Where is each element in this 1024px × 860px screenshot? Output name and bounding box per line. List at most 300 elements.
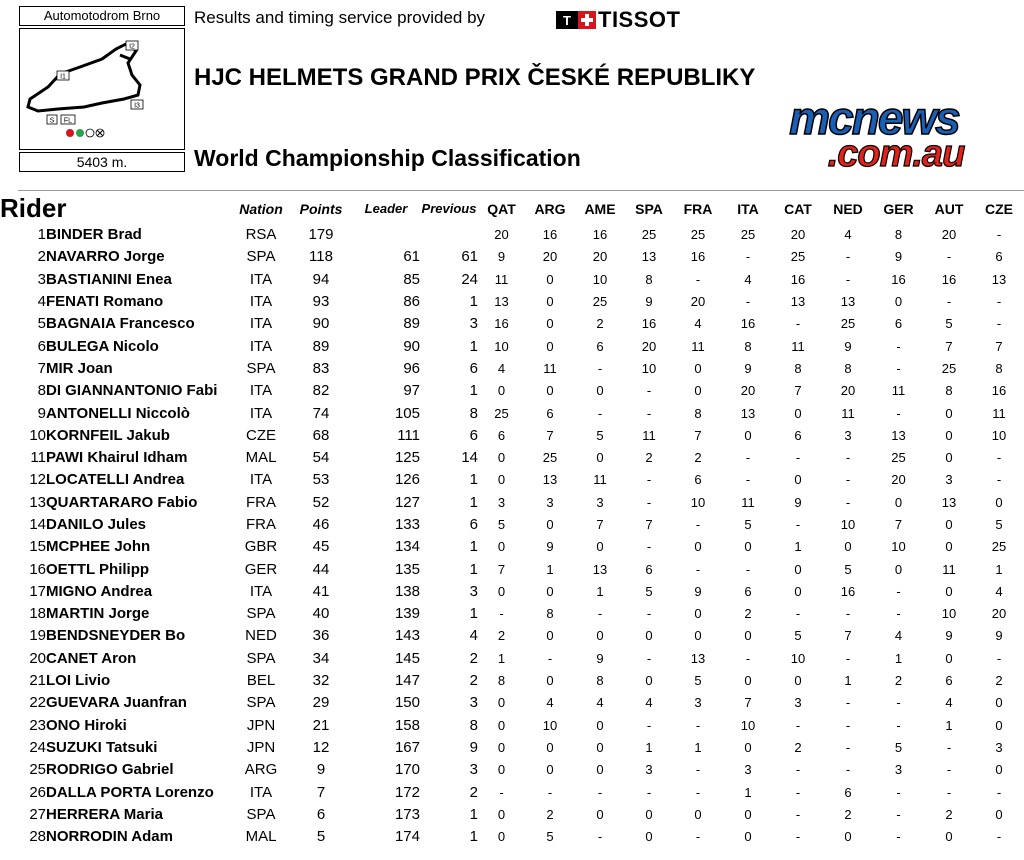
rider-position: 17 <box>29 582 46 600</box>
rider-name: BENDSNEYDER Bo <box>46 627 186 645</box>
grand-prix-title: HJC HELMETS GRAND PRIX ČESKÉ REPUBLIKY <box>194 64 756 91</box>
rider-previous-gap: 1 <box>469 560 478 578</box>
table-row <box>0 291 1024 313</box>
round-points: 3 <box>995 739 1003 755</box>
round-points: 4 <box>546 695 554 711</box>
logo-top-text: mcnews <box>789 92 959 144</box>
round-points: 9 <box>794 494 802 510</box>
track-length: 5403 m. <box>19 152 185 172</box>
round-points: 0 <box>694 383 702 399</box>
round-points: 0 <box>497 539 506 555</box>
round-points: 20 <box>690 294 706 310</box>
table-header-row <box>0 193 1024 224</box>
round-points: 20 <box>641 338 657 354</box>
round-header: AME <box>584 200 616 217</box>
rider-nation: GBR <box>244 538 278 556</box>
rider-leader-gap: 127 <box>394 493 420 511</box>
rider-previous-gap: 1 <box>469 471 478 489</box>
green-light-icon <box>76 129 84 137</box>
round-points: 0 <box>645 673 653 689</box>
rider-points: 52 <box>312 493 330 511</box>
round-points: 9 <box>995 628 1003 644</box>
rider-points: 12 <box>312 738 330 756</box>
round-points: 13 <box>740 405 756 421</box>
round-points: 10 <box>840 517 856 532</box>
round-points: 0 <box>744 628 752 644</box>
rider-name: BAGNAIA Francesco <box>46 315 195 333</box>
rider-points: 54 <box>312 449 330 467</box>
track-label-i2-text: I2 <box>129 43 135 51</box>
rider-nation: SPA <box>246 694 276 712</box>
table-row <box>0 514 1024 536</box>
round-points: 6 <box>794 427 802 443</box>
round-points: 0 <box>497 450 506 466</box>
rider-leader-gap: 147 <box>394 672 420 690</box>
round-points: 5 <box>794 628 802 644</box>
rider-nation: ITA <box>249 404 273 422</box>
round-points: 0 <box>497 739 506 755</box>
round-points: 3 <box>546 494 554 510</box>
round-points: 1 <box>995 561 1003 577</box>
rider-previous-gap: 3 <box>469 582 478 600</box>
rider-points: 7 <box>316 783 326 801</box>
rider-name: DALLA PORTA Lorenzo <box>46 783 214 801</box>
round-points: 0 <box>546 383 554 399</box>
round-points: 9 <box>694 583 702 599</box>
rider-name: ONO Hiroki <box>46 716 127 734</box>
round-points: 0 <box>794 561 802 577</box>
rider-name: GUEVARA Juanfran <box>46 694 187 712</box>
round-points: - <box>597 829 603 845</box>
rider-nation: MAL <box>245 828 277 846</box>
table-row <box>0 759 1024 781</box>
round-points: 0 <box>744 829 752 845</box>
round-points: 20 <box>840 383 856 399</box>
round-points: 0 <box>694 360 702 376</box>
round-points: - <box>946 249 952 265</box>
round-points: - <box>646 494 652 510</box>
round-points: 1 <box>794 539 802 555</box>
rider-position: 15 <box>29 538 46 556</box>
rider-leader-gap: 134 <box>394 538 420 556</box>
round-points: - <box>896 784 901 800</box>
round-points: 2 <box>694 450 702 466</box>
round-points: 20 <box>542 249 558 265</box>
table-row <box>0 648 1024 670</box>
round-points: 2 <box>546 806 554 822</box>
round-points: - <box>845 606 851 622</box>
round-points: - <box>646 405 652 421</box>
round-points: 16 <box>991 383 1007 399</box>
round-points: 25 <box>790 249 806 265</box>
round-points: 8 <box>645 271 653 287</box>
table-row <box>0 737 1024 759</box>
round-points: 9 <box>945 628 953 644</box>
round-points: 9 <box>546 539 554 555</box>
round-points: 0 <box>645 829 653 845</box>
round-points: 7 <box>546 427 554 443</box>
leader-header: Leader <box>364 201 408 216</box>
round-points: 6 <box>694 472 702 488</box>
table-row <box>0 246 1024 268</box>
round-points: 1 <box>645 739 653 755</box>
round-points: 16 <box>690 249 706 265</box>
rider-position: 21 <box>29 672 46 690</box>
rider-position: 3 <box>37 270 46 288</box>
round-points: 0 <box>945 427 953 443</box>
round-header: NED <box>833 200 863 217</box>
round-points: 0 <box>596 762 604 778</box>
round-points: 0 <box>596 739 604 755</box>
round-points: 7 <box>995 338 1003 354</box>
round-points: - <box>646 383 652 399</box>
round-points: - <box>597 784 603 800</box>
round-points: 0 <box>945 583 953 599</box>
rider-leader-gap: 90 <box>403 337 420 355</box>
rider-points: 83 <box>312 359 330 377</box>
track-label-i3-text: I3 <box>134 102 140 110</box>
round-points: 0 <box>945 650 953 666</box>
round-points: 7 <box>694 427 702 443</box>
round-header: QAT <box>487 200 516 217</box>
rider-position: 4 <box>37 293 46 311</box>
round-points: 7 <box>794 383 802 399</box>
tissot-wordmark: TISSOT <box>598 7 681 32</box>
rider-leader-gap: 111 <box>397 426 420 444</box>
round-points: 0 <box>794 472 802 488</box>
round-points: - <box>695 762 701 778</box>
rider-previous-gap: 9 <box>469 738 478 756</box>
rider-previous-gap: 1 <box>469 805 478 823</box>
rider-name: NAVARRO Jorge <box>46 248 165 266</box>
round-points: 11 <box>891 383 906 399</box>
round-points: 16 <box>891 271 906 287</box>
rider-points: 82 <box>312 382 330 400</box>
round-points: 5 <box>945 316 953 332</box>
rider-name: SUZUKI Tatsuki <box>46 738 158 756</box>
rider-name: RODRIGO Gabriel <box>46 761 174 779</box>
round-points: - <box>646 650 652 666</box>
rider-previous-gap: 6 <box>469 359 478 377</box>
round-points: 7 <box>596 517 604 532</box>
rider-nation: ARG <box>244 761 278 779</box>
table-row <box>0 670 1024 692</box>
round-points: 9 <box>894 249 903 265</box>
round-points: - <box>695 271 701 287</box>
round-points: - <box>695 717 701 733</box>
round-points: 6 <box>744 583 752 599</box>
round-points: 20 <box>740 383 756 399</box>
table-row <box>0 492 1024 514</box>
rider-position: 16 <box>29 560 46 578</box>
round-points: 8 <box>844 360 852 376</box>
rider-name: BINDER Brad <box>46 226 142 244</box>
table-row <box>0 224 1024 246</box>
rider-name: BULEGA Nicolo <box>46 337 159 355</box>
rider-leader-gap: 89 <box>403 315 420 333</box>
round-points: 11 <box>841 405 855 421</box>
rider-name: LOI Livio <box>46 672 111 690</box>
round-points: 0 <box>546 316 554 332</box>
round-points: 0 <box>995 494 1003 510</box>
rider-nation: BEL <box>246 672 276 690</box>
rider-points: 6 <box>316 805 326 823</box>
rider-position: 11 <box>30 449 46 467</box>
rider-previous-gap: 1 <box>469 538 478 556</box>
round-points: 3 <box>744 762 752 778</box>
round-points: 0 <box>546 739 554 755</box>
round-points: 0 <box>945 405 953 421</box>
round-points: 6 <box>894 316 903 332</box>
rider-previous-gap: 6 <box>469 516 478 533</box>
rider-leader-gap: 61 <box>403 248 420 266</box>
round-points: - <box>896 717 901 733</box>
round-points: 25 <box>740 227 756 243</box>
table-row <box>0 380 1024 402</box>
round-points: - <box>946 784 952 800</box>
round-points: 4 <box>645 695 653 711</box>
rider-nation: ITA <box>249 337 273 355</box>
round-points: - <box>745 249 751 265</box>
rider-previous-gap: 14 <box>461 449 478 467</box>
rider-points: 74 <box>312 404 330 422</box>
red-light-icon <box>66 129 74 137</box>
table-row <box>0 715 1024 737</box>
round-points: 0 <box>497 472 506 488</box>
round-header: SPA <box>635 200 663 217</box>
round-points: 3 <box>497 494 506 510</box>
round-points: 20 <box>991 606 1007 622</box>
rider-position: 5 <box>37 315 46 333</box>
round-points: 16 <box>641 316 657 332</box>
round-points: 0 <box>546 517 554 532</box>
rider-nation: NED <box>245 627 277 645</box>
table-row <box>0 692 1024 714</box>
round-points: 6 <box>995 249 1003 265</box>
round-points: 11 <box>593 472 607 488</box>
round-points: 0 <box>744 806 752 822</box>
round-points: 6 <box>844 784 852 800</box>
round-points: - <box>946 294 952 310</box>
table-row <box>0 269 1024 291</box>
round-points: - <box>695 829 701 845</box>
round-points: 0 <box>995 806 1003 822</box>
rider-nation: ITA <box>249 293 273 311</box>
round-points: 0 <box>546 673 554 689</box>
round-header: AUT <box>934 200 964 217</box>
rider-nation: ITA <box>249 471 273 489</box>
table-row <box>0 826 1024 848</box>
round-points: 8 <box>546 606 554 622</box>
round-points: - <box>547 650 553 666</box>
round-points: - <box>896 338 901 354</box>
rider-previous-gap: 8 <box>469 404 478 422</box>
round-points: 20 <box>941 227 957 243</box>
round-header: FRA <box>683 200 713 217</box>
round-points: - <box>845 450 851 466</box>
rider-points: 32 <box>312 672 330 690</box>
round-points: 10 <box>641 360 657 376</box>
rider-points: 40 <box>312 605 330 623</box>
round-points: - <box>996 294 1002 310</box>
round-points: - <box>695 561 701 577</box>
round-points: 11 <box>691 338 705 354</box>
classification-title: World Championship Classification <box>194 145 581 171</box>
round-points: 0 <box>694 806 702 822</box>
rider-points: 36 <box>312 627 330 645</box>
round-points: 13 <box>941 494 957 510</box>
round-points: - <box>996 784 1002 800</box>
round-points: 16 <box>494 316 509 332</box>
round-points: 6 <box>945 673 953 689</box>
rider-nation: SPA <box>246 248 276 266</box>
rider-position: 23 <box>29 716 46 734</box>
round-points: 1 <box>694 739 702 755</box>
rider-nation: CZE <box>246 426 276 444</box>
rider-name: LOCATELLI Andrea <box>46 471 185 489</box>
round-points: 0 <box>744 739 752 755</box>
round-points: 20 <box>790 227 806 243</box>
round-points: 9 <box>744 360 752 376</box>
round-points: 1 <box>744 784 752 800</box>
previous-header: Previous <box>421 201 477 216</box>
round-points: 10 <box>991 427 1007 443</box>
rider-header: Rider <box>0 193 67 223</box>
logo-bottom-text: .com.au <box>827 133 965 172</box>
rider-previous-gap: 1 <box>469 293 478 311</box>
round-points: - <box>745 650 751 666</box>
round-points: 13 <box>840 294 856 310</box>
round-points: 10 <box>941 606 957 622</box>
round-points: 3 <box>945 472 953 488</box>
round-points: 10 <box>542 717 558 733</box>
round-points: 16 <box>592 227 608 243</box>
rider-previous-gap: 3 <box>469 761 478 779</box>
round-points: 10 <box>891 539 906 555</box>
rider-position: 8 <box>37 382 46 400</box>
round-points: 5 <box>744 517 752 532</box>
round-points: - <box>646 472 652 488</box>
round-points: 13 <box>542 472 558 488</box>
round-points: - <box>795 717 801 733</box>
round-points: 4 <box>894 628 903 644</box>
rider-name: OETTL Philipp <box>46 560 150 578</box>
track-label-i1-text: I1 <box>60 73 66 81</box>
table-row <box>0 581 1024 603</box>
round-points: 0 <box>497 717 506 733</box>
rider-name: BASTIANINI Enea <box>46 270 172 288</box>
rider-position: 6 <box>37 337 46 355</box>
rider-previous-gap: 1 <box>469 828 478 846</box>
round-points: 3 <box>694 695 702 711</box>
round-points: 11 <box>942 561 956 577</box>
rider-name: HERRERA Maria <box>46 805 163 823</box>
round-points: 7 <box>645 517 653 532</box>
track-map <box>19 28 185 150</box>
rider-position: 18 <box>29 605 46 623</box>
round-points: 8 <box>945 383 953 399</box>
round-points: 0 <box>995 717 1003 733</box>
rider-previous-gap <box>420 224 478 246</box>
round-points: 4 <box>945 695 953 711</box>
header-divider <box>18 190 1024 191</box>
round-points: - <box>745 472 751 488</box>
round-points: 5 <box>894 739 903 755</box>
rider-position: 27 <box>29 805 46 823</box>
round-points: 10 <box>790 650 806 666</box>
table-row <box>0 335 1024 357</box>
round-points: 25 <box>941 360 957 376</box>
round-points: - <box>946 762 952 778</box>
round-points: - <box>795 606 801 622</box>
rider-leader-gap: 170 <box>394 761 420 779</box>
round-points: 25 <box>641 227 657 243</box>
round-points: - <box>499 784 504 800</box>
round-points: 13 <box>592 561 608 577</box>
rider-previous-gap: 1 <box>469 605 478 623</box>
rider-previous-gap: 1 <box>469 493 478 511</box>
round-points: 20 <box>494 227 509 243</box>
round-points: 0 <box>844 539 852 555</box>
round-points: - <box>646 784 652 800</box>
round-points: - <box>946 739 952 755</box>
round-points: - <box>499 606 504 622</box>
rider-previous-gap: 3 <box>469 315 478 333</box>
rider-points: 45 <box>312 538 330 556</box>
rider-position: 10 <box>29 426 46 444</box>
round-points: 0 <box>497 829 506 845</box>
round-points: 10 <box>690 494 706 510</box>
round-points: 5 <box>645 583 653 599</box>
round-points: - <box>896 695 901 711</box>
round-points: - <box>996 472 1002 488</box>
rider-nation: ITA <box>249 783 273 801</box>
results-table <box>0 193 1024 848</box>
round-points: 2 <box>945 806 953 822</box>
round-points: 0 <box>497 762 506 778</box>
rider-position: 2 <box>37 248 46 266</box>
round-points: 11 <box>543 360 557 376</box>
rider-position: 13 <box>29 493 46 511</box>
round-points: 25 <box>690 227 706 243</box>
round-points: - <box>646 717 652 733</box>
rider-name: CANET Aron <box>46 649 137 667</box>
rider-previous-gap: 1 <box>469 337 478 355</box>
rider-leader-gap: 96 <box>403 359 420 377</box>
rider-points: 41 <box>312 582 330 600</box>
round-points: 0 <box>546 294 554 310</box>
round-points: 7 <box>744 695 752 711</box>
timing-service-text: Results and timing service provided by <box>194 8 486 27</box>
rider-position: 7 <box>37 359 46 377</box>
round-points: - <box>845 494 851 510</box>
rider-position: 22 <box>29 694 46 712</box>
rider-previous-gap: 61 <box>461 248 478 266</box>
rider-leader-gap: 126 <box>394 471 420 489</box>
round-points: - <box>597 360 603 376</box>
round-points: 1 <box>945 717 953 733</box>
rider-previous-gap: 8 <box>469 716 478 734</box>
rider-leader-gap: 158 <box>394 716 420 734</box>
round-points: 3 <box>645 762 653 778</box>
rider-nation: JPN <box>246 716 276 734</box>
rider-nation: RSA <box>245 226 277 244</box>
round-points: 20 <box>592 249 608 265</box>
rider-points: 46 <box>312 516 330 533</box>
table-row <box>0 447 1024 469</box>
rider-position: 28 <box>29 828 46 846</box>
round-points: 8 <box>596 673 604 689</box>
